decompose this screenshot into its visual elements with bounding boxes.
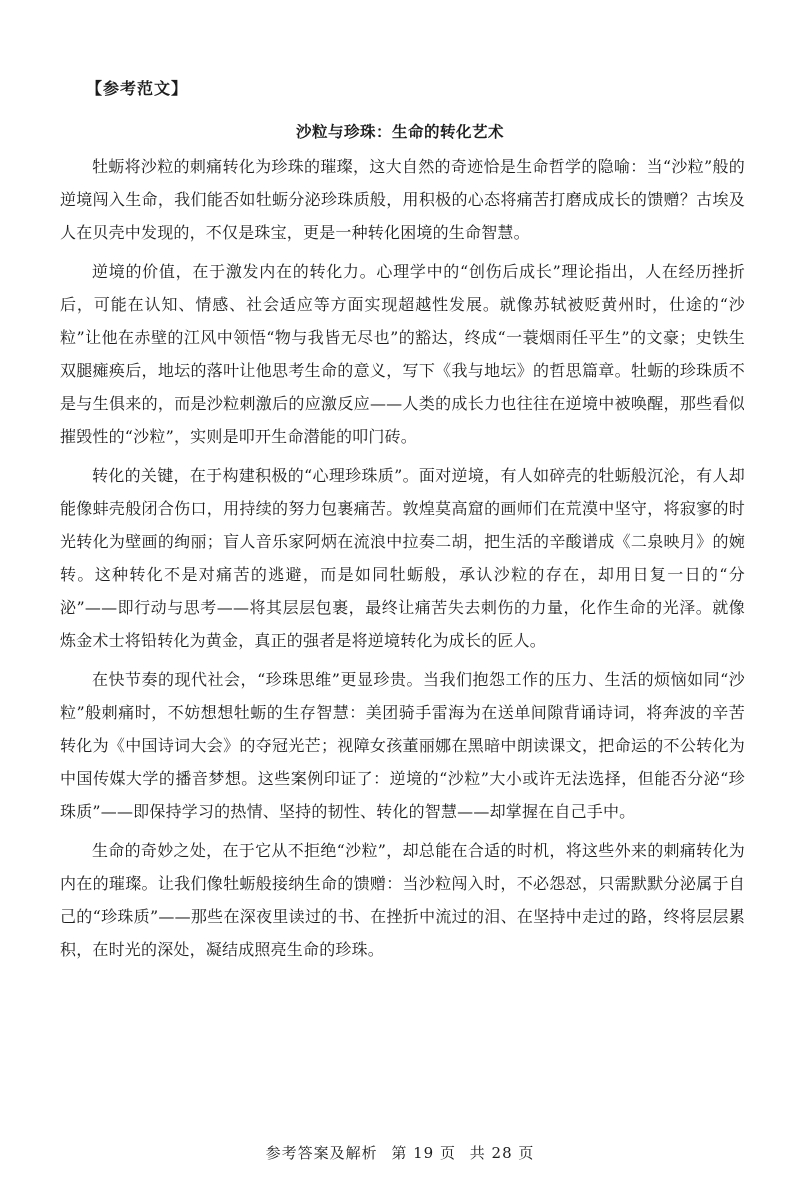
page-footer [0,1142,800,1163]
essay-paragraph: 生命的奇妙之处，在于它从不拒绝“沙粒”，却总能在合适的时机，将这些外来的刺痛转化为内在的璀璨。让我们像牡蛎般接纳生命的馈赠：当沙粒闯入时，不必怨怼，只需默默分泌属于自己的“珍珠质”——那些在深夜里读过的书、在挫折中流过的泪、在坚持中走过的路，终将层层累积，在时光的深处，凝结成照亮生命的珍珠。 [60,841,745,959]
footer-book-title: 参考答案及解析 [265,1144,378,1162]
essay-paragraph: 在快节奏的现代社会，“珍珠思维”更显珍贵。当我们抱怨工作的压力、生活的烦恼如同“沙粒”般刺痛时，不妨想想牡蛎的生存智慧：美团骑手雷海为在送单间隙背诵诗词，将奔波的辛苦转化为《中国诗词大会》的夺冠光芒；视障女孩董丽娜在黑暗中朗读课文，把命运的不公转化为中国传媒大学的播音梦想。这些案例印证了：逆境的“沙粒”大小或许无法选择，但能否分泌“珍珠质”——即保持学习的热情、坚持的韧性、转化的智慧——却掌握在自己手中。 [60,670,745,821]
essay-title: 沙粒与珍珠：生命的转化艺术 [295,123,504,141]
footer-page-number: 第 19 页 [391,1144,456,1162]
essay-body [60,150,745,972]
essay-paragraph: 牡蛎将沙粒的刺痛转化为珍珠的璀璨，这大自然的奇迹恰是生命哲学的隐喻：当“沙粒”般的逆境闯入生命，我们能否如牡蛎分泌珍珠质般，用积极的心态将痛苦打磨成成长的馈赠？古埃及人在贝壳中发现的，不仅是珠宝，更是一种转化困境的生命智慧。 [60,157,745,242]
essay-paragraph: 转化的关键，在于构建积极的“心理珍珠质”。面对逆境，有人如碎壳的牡蛎般沉沦，有人却能像蚌壳般闭合伤口，用持续的努力包裹痛苦。敦煌莫高窟的画师们在荒漠中坚守，将寂寥的时光转化为壁画的绚丽；盲人音乐家阿炳在流浪中拉奏二胡，把生活的辛酸谱成《二泉映月》的婉转。这种转化不是对痛苦的逃避，而是如同牡蛎般，承认沙粒的存在，却用日复一日的“分泌”——即行动与思考——将其层层包裹，最终让痛苦失去刺伤的力量，化作生命的光泽。就像炼金术士将铅转化为黄金，真正的强者是将逆境转化为成长的匠人。 [60,466,745,650]
section-label: 【参考范文】 [86,79,189,98]
footer-page-total: 共 28 页 [469,1144,535,1162]
essay-paragraph: 逆境的价值，在于激发内在的转化力。心理学中的“创伤后成长”理论指出，人在经历挫折后，可能在认知、情感、社会适应等方面实现超越性发展。就像苏轼被贬黄州时，仕途的“沙粒”让他在赤壁的江风中领悟“物与我皆无尽也”的豁达，终成“一蓑烟雨任平生”的文豪；史铁生双腿瘫痪后，地坛的落叶让他思考生命的意义，写下《我与地坛》的哲思篇章。牡蛎的珍珠质不是与生俱来的，而是沙粒刺激后的应激反应——人类的成长力也往往在逆境中被唤醒，那些看似摧毁性的“沙粒”，实则是叩开生命潜能的叩门砖。 [60,262,745,446]
